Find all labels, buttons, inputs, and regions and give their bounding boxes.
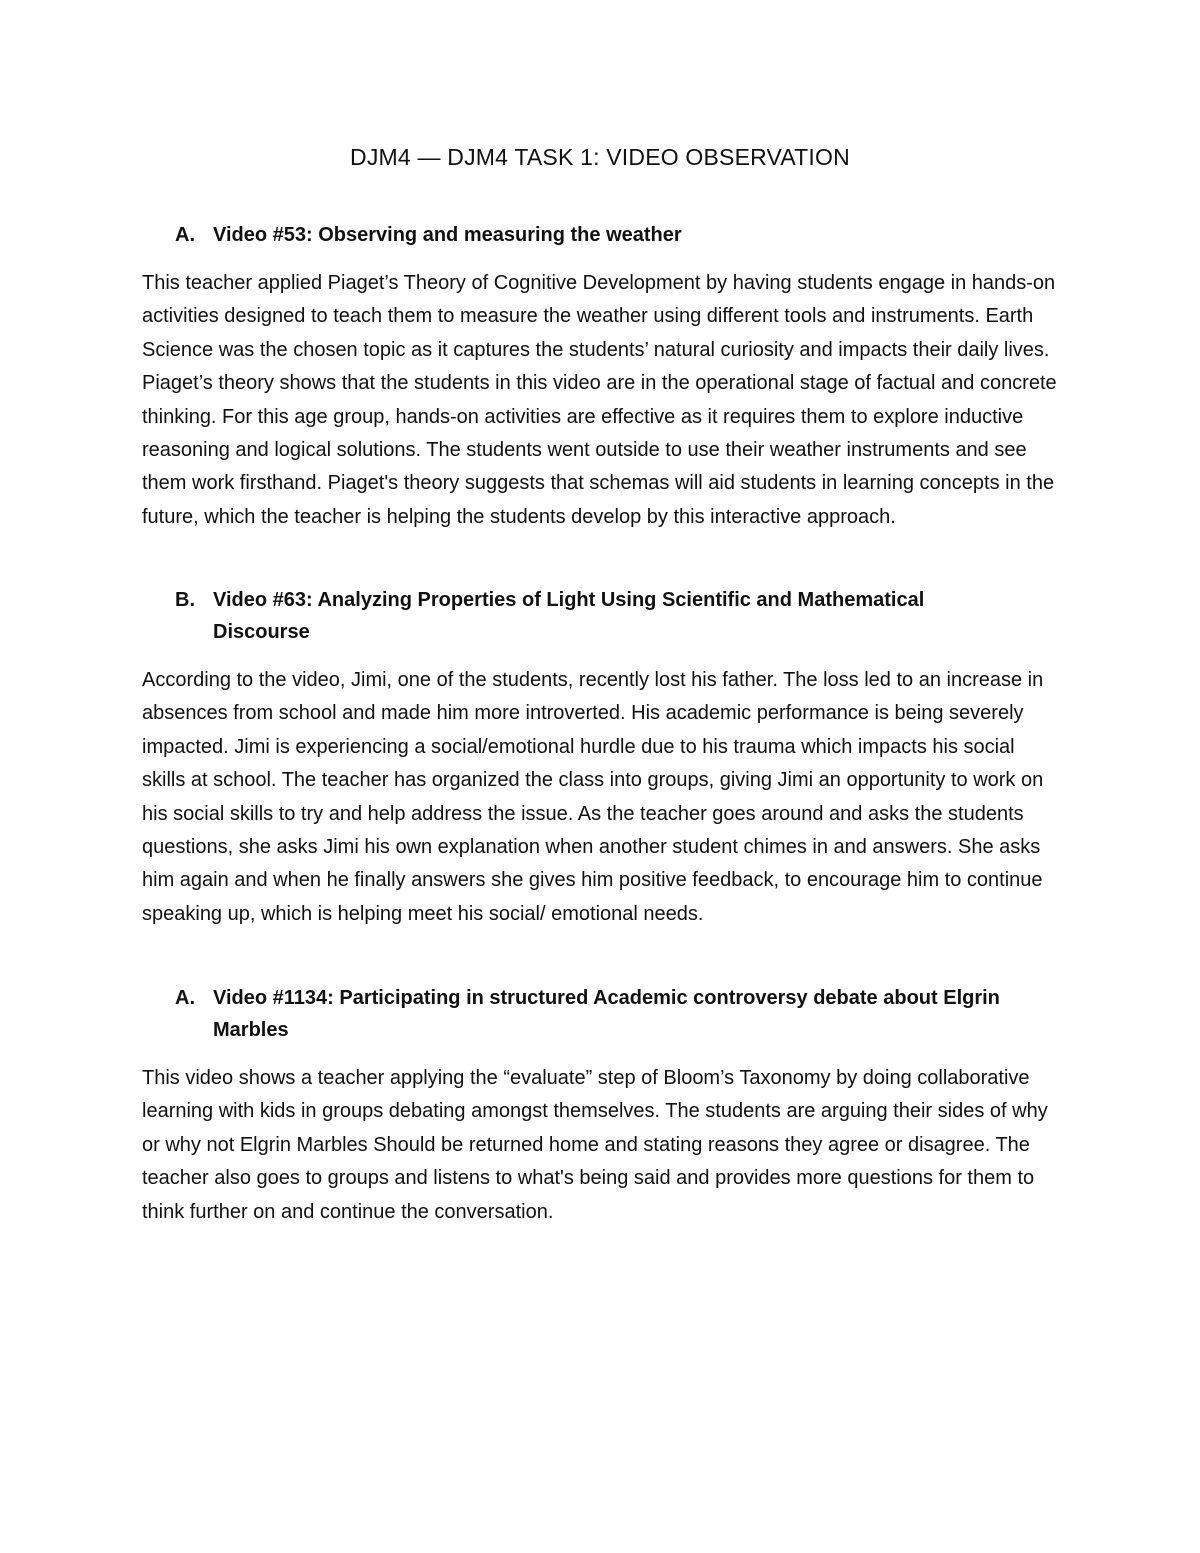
section-body: This teacher applied Piaget’s Theory of Cognitive Development by having students engage in hands-on activities designed to teach them to measure the weather using different tools and instruments. Earth Science was the chosen topic as it captures the students’ natural curiosity and impacts their daily lives. Piaget’s theory shows that the students in this video are in the operational stage of factual and concrete thinking. For this age group, hands-on activities are effective as it requires them to explore inductive reasoning and logical solutions. The students went outside to use their weather instruments and see them work firsthand. Piaget's theory suggests that schemas will aid students in learning concepts in the future, which the teacher is helping the students develop by this interactive approach. [142, 272, 1057, 528]
section-video-63 [142, 584, 1062, 931]
section-letter: A. [175, 224, 195, 246]
document-title: DJM4 — DJM4 TASK 1: VIDEO OBSERVATION [350, 144, 850, 170]
section-body: According to the video, Jimi, one of the students, recently lost his father. The loss led to an increase in absences from school and made him more introverted. His academic performance is being severely impacted. Jimi is experiencing a social/emotional hurdle due to his trauma which impacts his social skills at school. The teacher has organized the class into groups, giving Jimi an opportunity to work on his social skills to try and help address the issue. As the teacher goes around and asks the students questions, she asks Jimi his own explanation when another student chimes in and answers. She asks him again and when he finally answers she gives him positive feedback, to encourage him to continue speaking up, which is helping meet his social/ emotional needs. [142, 669, 1044, 925]
section-letter: B. [175, 589, 195, 611]
section-heading [142, 982, 1062, 1046]
section-video-1134 [142, 982, 1062, 1229]
section-heading-text: Video #53: Observing and measuring the weather [213, 224, 682, 246]
section-heading-text: Video #63: Analyzing Properties of Light Using Scientific and Mathematical Discourse [213, 589, 925, 643]
section-letter: A. [175, 987, 195, 1009]
section-video-53 [142, 219, 1062, 534]
section-body: This video shows a teacher applying the “evaluate” step of Bloom’s Taxonomy by doing collaborative learning with kids in groups debating amongst themselves. The students are arguing their sides of why or why not Elgrin Marbles Should be returned home and stating reasons they agree or disagree. The teacher also goes to groups and listens to what's being said and provides more questions for them to think further on and continue the conversation. [142, 1067, 1048, 1223]
section-heading-text: Video #1134: Participating in structured Academic controversy debate about Elgrin Marbles [213, 987, 1000, 1041]
section-heading [142, 219, 1062, 251]
section-heading [142, 584, 1062, 648]
